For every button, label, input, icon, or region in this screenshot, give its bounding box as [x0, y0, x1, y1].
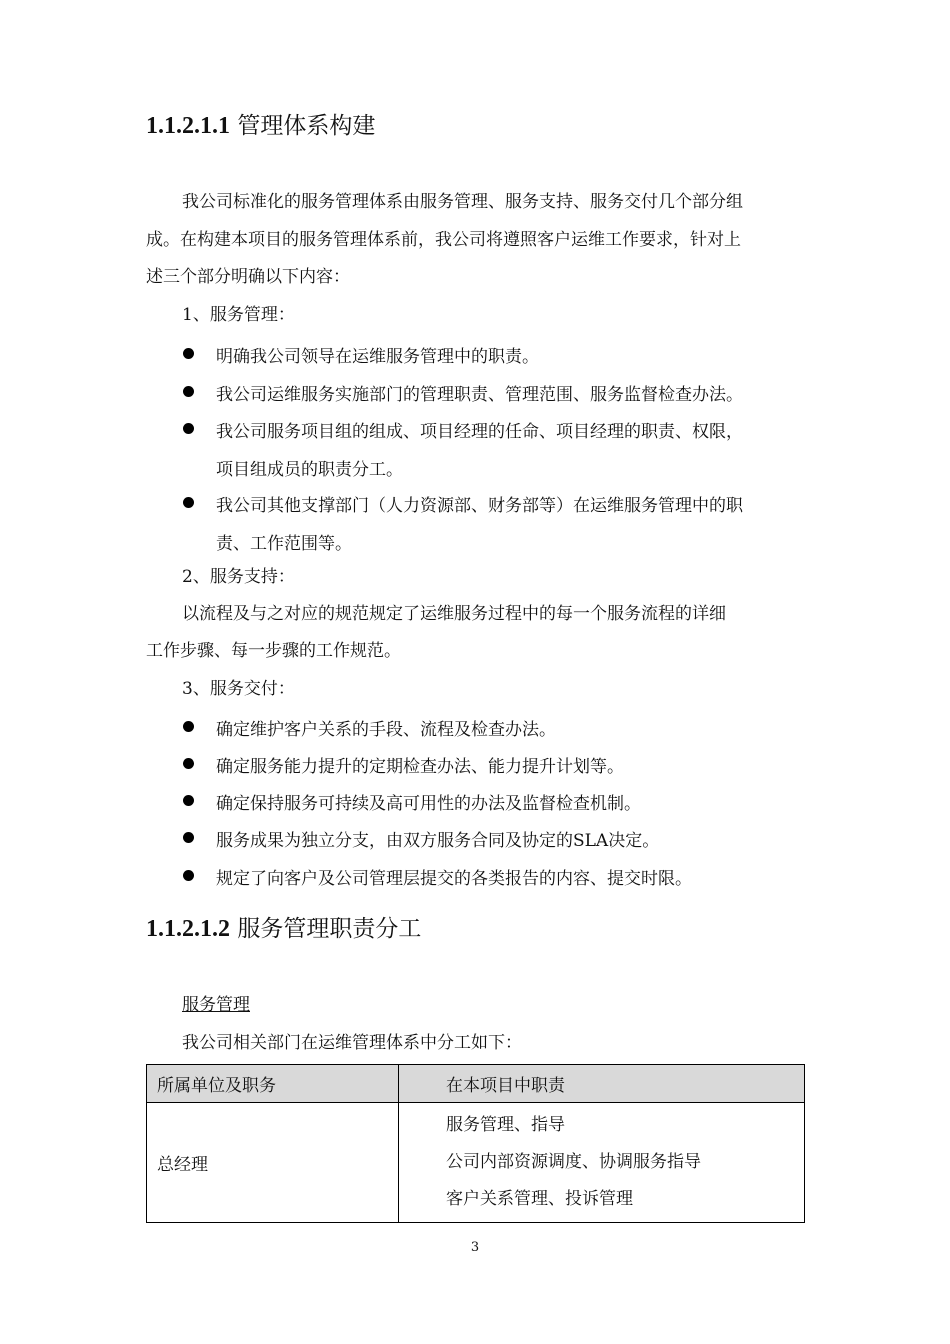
heading-number: 1.1.2.1.2 — [146, 916, 230, 942]
bullet-dot — [183, 721, 194, 732]
section-heading-1 — [146, 107, 375, 140]
bullet-text: 明确我公司领导在运维服务管理中的职责。 — [216, 347, 539, 367]
duty-table — [146, 1064, 805, 1223]
heading-title: 服务管理职责分工 — [237, 916, 422, 942]
duty-line: 客户关系管理、投诉管理 — [446, 1189, 633, 1209]
bullet-text: 确定保持服务可持续及高可用性的办法及监督检查机制。 — [216, 794, 641, 814]
bullet-text-continued: 项目组成员的职责分工。 — [216, 460, 403, 480]
table-row — [147, 1103, 805, 1223]
section-title: 1、服务管理： — [182, 305, 295, 325]
body-line: 工作步骤、每一步骤的工作规范。 — [146, 641, 401, 661]
intro-line: 述三个部分明确以下内容： — [146, 267, 350, 287]
bullet-dot — [183, 348, 194, 359]
bullet-dot — [183, 795, 194, 806]
duty-line: 服务管理、指导 — [446, 1115, 565, 1135]
bullet-dot — [183, 423, 194, 434]
bullet-dot — [183, 870, 194, 881]
bullet-text: 我公司服务项目组的组成、项目经理的任命、项目经理的职责、权限， — [216, 422, 743, 442]
bullet-text: 我公司其他支撑部门（人力资源部、财务部等）在运维服务管理中的职 — [216, 496, 743, 516]
table-header-cell: 所属单位及职务 — [147, 1065, 399, 1103]
table-header-cell: 在本项目中职责 — [399, 1065, 805, 1103]
bullet-text: 确定维护客户关系的手段、流程及检查办法。 — [216, 720, 556, 740]
section-heading-2 — [146, 910, 421, 943]
bullet-text: 规定了向客户及公司管理层提交的各类报告的内容、提交时限。 — [216, 869, 692, 889]
bullet-dot — [183, 497, 194, 508]
table-cell-duties — [399, 1103, 805, 1223]
bullet-text: 服务成果为独立分支，由双方服务合同及协定的SLA决定。 — [216, 831, 660, 851]
table-header-row — [147, 1065, 805, 1103]
heading-title: 管理体系构建 — [237, 113, 376, 139]
intro-line: 成。在构建本项目的服务管理体系前，我公司将遵照客户运维工作要求，针对上 — [146, 230, 741, 250]
bullet-text: 确定服务能力提升的定期检查办法、能力提升计划等。 — [216, 757, 624, 777]
table-intro: 我公司相关部门在运维管理体系中分工如下： — [182, 1033, 522, 1053]
body-line: 以流程及与之对应的规范规定了运维服务过程中的每一个服务流程的详细 — [182, 604, 726, 624]
bullet-dot — [183, 386, 194, 397]
intro-line: 我公司标准化的服务管理体系由服务管理、服务支持、服务交付几个部分组 — [182, 192, 743, 212]
table-cell-role: 总经理 — [147, 1103, 399, 1223]
section-title: 3、服务交付： — [182, 679, 295, 699]
bullet-text-continued: 责、工作范围等。 — [216, 534, 352, 554]
bullet-dot — [183, 832, 194, 843]
subheading: 服务管理 — [182, 995, 250, 1015]
heading-number: 1.1.2.1.1 — [146, 113, 230, 139]
page-number: 3 — [470, 1240, 480, 1255]
bullet-text: 我公司运维服务实施部门的管理职责、管理范围、服务监督检查办法。 — [216, 385, 743, 405]
section-title: 2、服务支持： — [182, 567, 295, 587]
duty-line: 公司内部资源调度、协调服务指导 — [446, 1152, 701, 1172]
bullet-dot — [183, 758, 194, 769]
